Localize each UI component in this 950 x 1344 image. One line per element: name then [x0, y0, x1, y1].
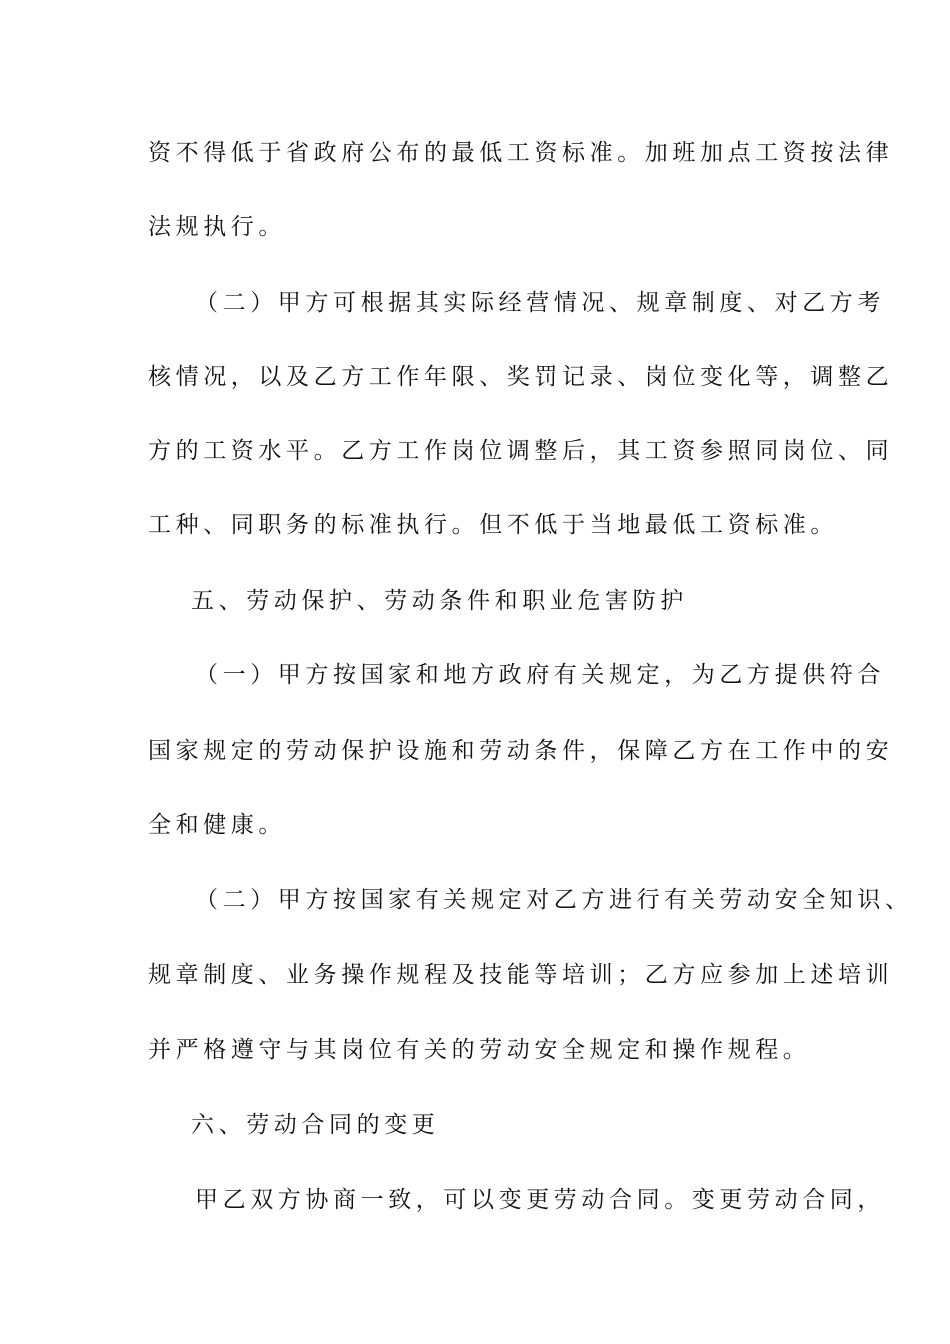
text-line-9: 国家规定的劳动保护设施和劳动条件，保障乙方在工作中的安 [148, 738, 894, 764]
text-line-1: 资不得低于省政府公布的最低工资标准。加班加点工资按法律 [148, 140, 894, 166]
text-line-13: 并严格遵守与其岗位有关的劳动安全规定和操作规程。 [148, 1037, 811, 1063]
text-line-3: （二）甲方可根据其实际经营情况、规章制度、对乙方考 [195, 290, 885, 316]
text-line-6: 工种、同职务的标准执行。但不低于当地最低工资标准。 [148, 512, 838, 538]
section-heading-6: 六、劳动合同的变更 [191, 1112, 440, 1138]
text-line-12: 规章制度、业务操作规程及技能等培训；乙方应参加上述培训 [148, 962, 894, 988]
text-line-15: 甲乙双方协商一致，可以变更劳动合同。变更劳动合同， [195, 1187, 885, 1213]
text-line-11: （二）甲方按国家有关规定对乙方进行有关劳动安全知识、 [195, 887, 913, 913]
text-line-10: 全和健康。 [148, 812, 286, 838]
section-heading-5: 五、劳动保护、劳动条件和职业危害防护 [191, 588, 688, 614]
text-line-2: 法规执行。 [148, 214, 286, 240]
text-line-4: 核情况，以及乙方工作年限、奖罚记录、岗位变化等，调整乙 [148, 364, 894, 390]
text-line-5: 方的工资水平。乙方工作岗位调整后，其工资参照同岗位、同 [148, 438, 894, 464]
text-line-8: （一）甲方按国家和地方政府有关规定，为乙方提供符合 [195, 662, 885, 688]
